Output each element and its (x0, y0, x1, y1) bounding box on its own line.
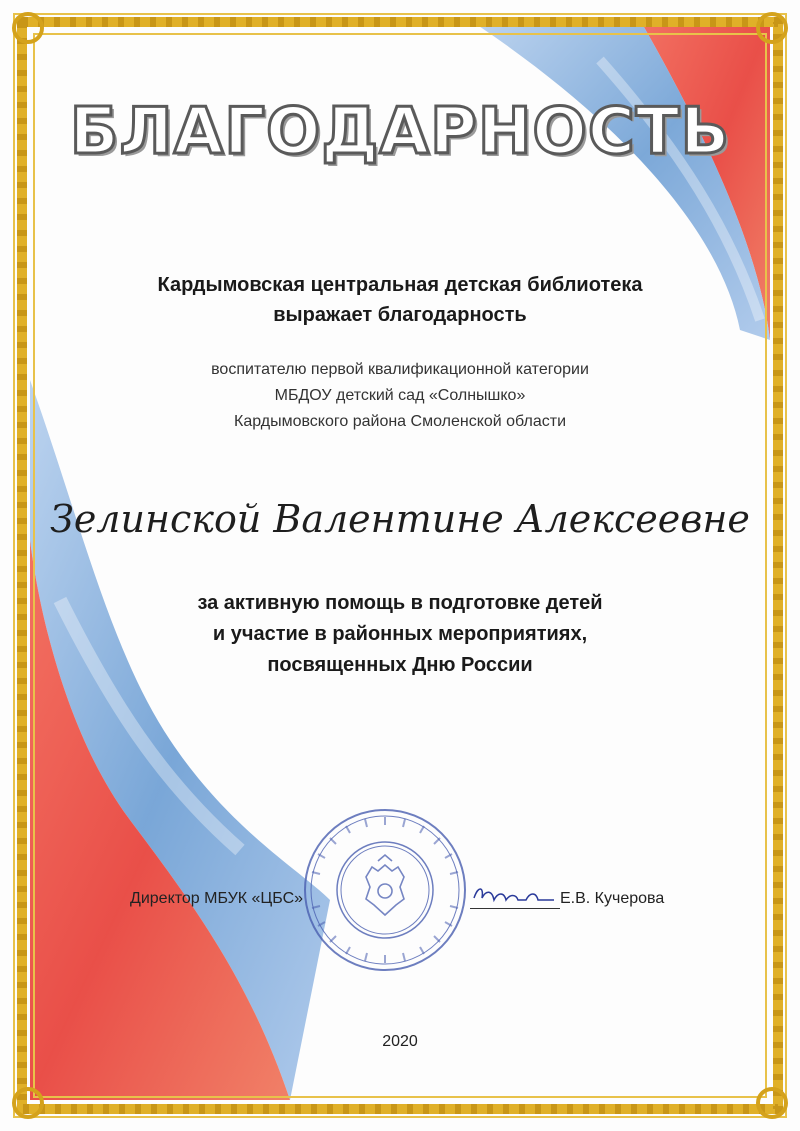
director-name: Е.В. Кучерова (560, 890, 665, 907)
reason-line: и участие в районных мероприятиях, (212, 623, 588, 645)
signature-line (470, 892, 560, 909)
reason-line: за активную помощь в подготовке детей (197, 592, 603, 614)
director-title: Директор МБУК «ЦБС» (130, 890, 304, 907)
reason-line: посвященных Дню России (267, 654, 533, 676)
recipient-position-block (0, 357, 800, 435)
organization-line: выражает благодарность (273, 304, 527, 326)
position-line: Кардымовского района Смоленской области (234, 413, 566, 430)
position-line: воспитателю первой квалификационной категории (211, 361, 589, 378)
position-line: МБДОУ детский сад «Солнышко» (274, 387, 526, 404)
certificate-title: БЛАГОДАРНОСТЬ (69, 95, 731, 169)
organization-line: Кардымовская центральная детская библиотека (157, 274, 643, 296)
organization-block (0, 270, 800, 330)
recipient-name: Зелинской Валентине Алексеевне (50, 497, 750, 541)
certificate-year: 2020 (382, 1033, 418, 1050)
official-seal-stamp (300, 805, 470, 975)
reason-block (0, 588, 800, 681)
